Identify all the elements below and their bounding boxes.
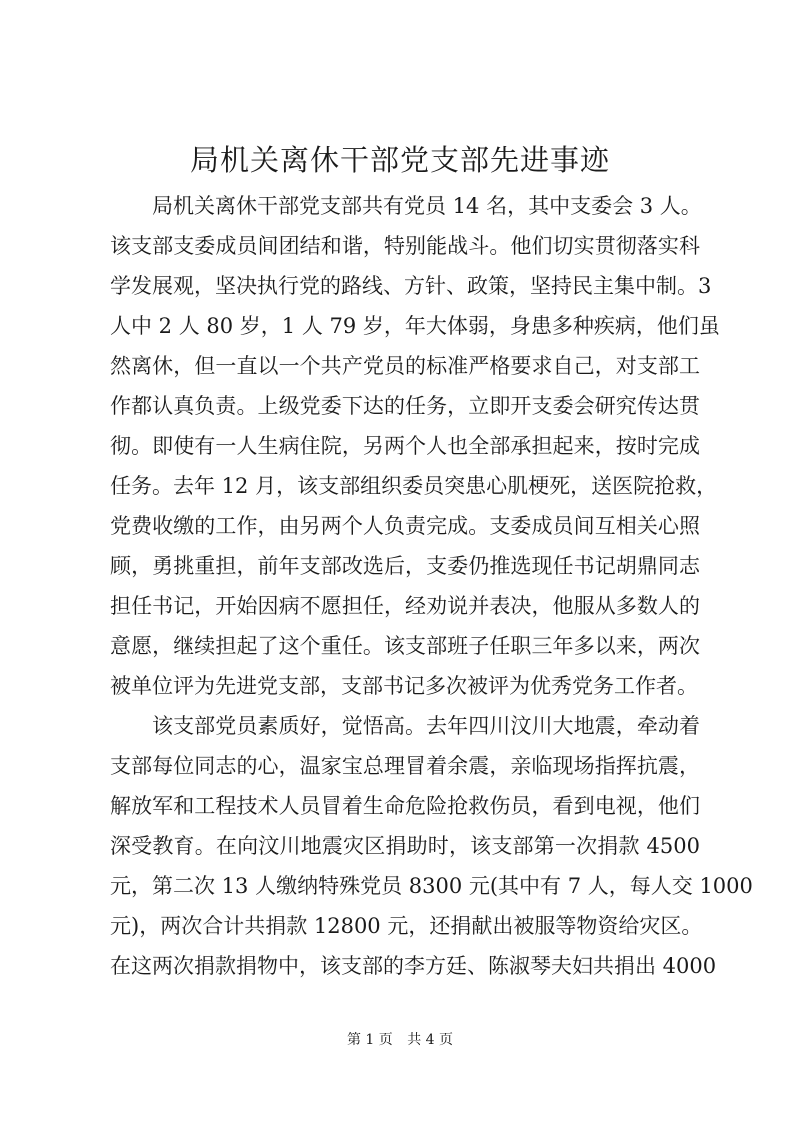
paragraph-line: 顾，勇挑重担，前年支部改选后，支委仍推选现任书记胡鼎同志	[110, 554, 700, 578]
document-body	[110, 186, 753, 986]
paragraph-line: 担任书记，开始因病不愿担任，经劝说并表决，他服从多数人的	[110, 594, 700, 618]
paragraph-line: 彻。即使有一人生病住院，另两个人也全部承担起来，按时完成	[110, 434, 700, 458]
paragraph-line: 局机关离休干部党支部共有党员 14 名，其中支委会 3 人。	[152, 194, 702, 218]
paragraph-line: 解放军和工程技术人员冒着生命危险抢救伤员，看到电视，他们	[110, 794, 700, 818]
document-title: 局机关离休干部党支部先进事迹	[189, 143, 610, 177]
paragraph-line: 元，第二次 13 人缴纳特殊党员 8300 元(其中有 7 人，每人交 1000	[110, 874, 753, 898]
paragraph-line: 被单位评为先进党支部，支部书记多次被评为优秀党务工作者。	[110, 674, 698, 698]
paragraph-line: 在这两次捐款捐物中，该支部的李方廷、陈淑琴夫妇共捐出 4000	[110, 954, 717, 978]
paragraph-line: 学发展观，坚决执行党的路线、方针、政策，坚持民主集中制。3	[110, 274, 712, 298]
paragraph-line: 该支部党员素质好，觉悟高。去年四川汶川大地震，牵动着	[152, 714, 700, 738]
paragraph-line: 然离休，但一直以一个共产党员的标准严格要求自己，对支部工	[110, 354, 700, 378]
page-footer	[0, 1030, 800, 1050]
paragraph-line: 意愿，继续担起了这个重任。该支部班子任职三年多以来，两次	[110, 634, 700, 658]
paragraph-line: 元)，两次合计共捐款 12800 元，还捐献出被服等物资给灾区。	[110, 914, 703, 938]
page-count: 共 4 页	[407, 1032, 454, 1048]
paragraph-line: 支部每位同志的心，温家宝总理冒着余震，亲临现场指挥抗震，	[110, 754, 700, 778]
paragraph-line: 任务。去年 12 月，该支部组织委员突患心肌梗死，送医院抢救，	[110, 474, 718, 498]
paragraph-line: 深受教育。在向汶川地震灾区捐助时，该支部第一次捐款 4500	[110, 834, 700, 858]
paragraph-line: 人中 2 人 80 岁，1 人 79 岁，年大体弱，身患多种疾病，他们虽	[110, 314, 720, 338]
paragraph-line: 作都认真负责。上级党委下达的任务，立即开支委会研究传达贯	[110, 394, 700, 418]
paragraph-line: 该支部支委成员间团结和谐，特别能战斗。他们切实贯彻落实科	[110, 234, 700, 258]
paragraph-line: 党费收缴的工作，由另两个人负责完成。支委成员间互相关心照	[110, 514, 700, 538]
page-number: 第 1 页	[346, 1032, 393, 1048]
